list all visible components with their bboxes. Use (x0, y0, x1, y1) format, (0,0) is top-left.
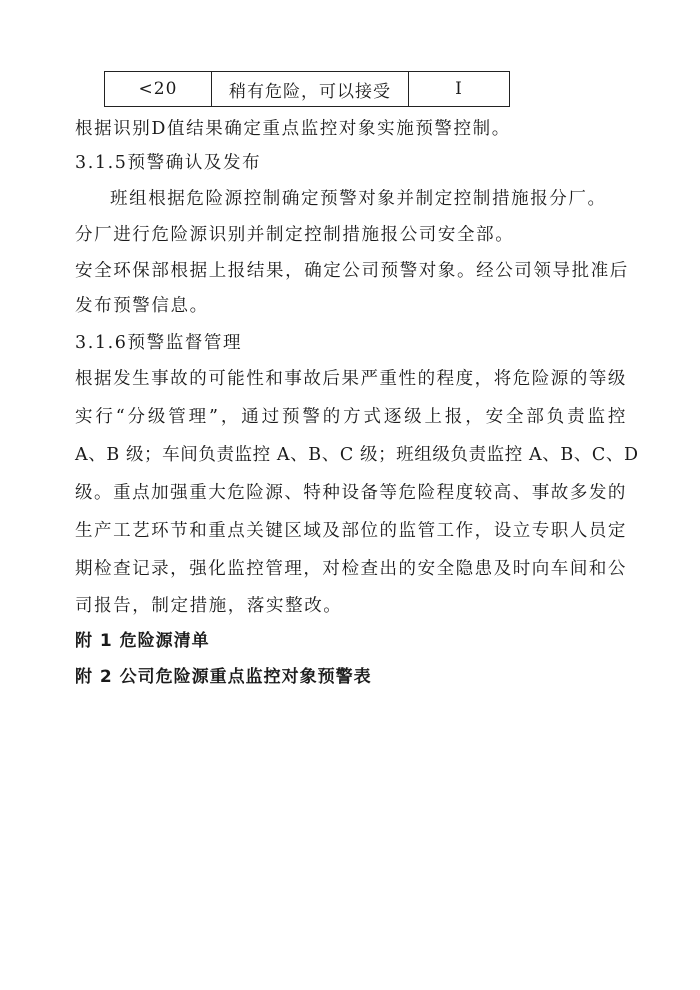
paragraph-line: 分厂进行危险源识别并制定控制措施报公司安全部。 (75, 225, 515, 245)
appendix-1: 附 1 危险源清单 (75, 631, 210, 651)
paragraph-line: 发布预警信息。 (75, 296, 209, 316)
paragraph-line: 根据发生事故的可能性和事故后果严重性的程度，将危险源的等级 (75, 369, 626, 389)
section-heading-3-1-5: 3.1.5预警确认及发布 (75, 153, 262, 173)
score-cell: <20 (105, 72, 212, 107)
paragraph-line: 根据识别D值结果确定重点监控对象实施预警控制。 (75, 119, 511, 139)
paragraph-line: 期检查记录，强化监控管理，对检查出的安全隐患及时向车间和公 (75, 559, 626, 579)
paragraph-line: 生产工艺环节和重点关键区域及部位的监管工作，设立专职人员定 (75, 521, 626, 541)
grade-cell: I (409, 72, 510, 107)
risk-grade-table (104, 71, 510, 107)
paragraph-line: 级。重点加强重大危险源、特种设备等危险程度较高、事故多发的 (75, 483, 626, 503)
paragraph-line: A、B 级；车间负责监控 A、B、C 级；班组级负责监控 A、B、C、D (75, 445, 639, 465)
appendix-2: 附 2 公司危险源重点监控对象预警表 (75, 667, 372, 687)
paragraph-line: 实行“分级管理”，通过预警的方式逐级上报，安全部负责监控 (75, 407, 626, 427)
table-row (105, 72, 510, 107)
risk-description-cell: 稍有危险，可以接受 (212, 72, 409, 107)
paragraph-line: 安全环保部根据上报结果，确定公司预警对象。经公司领导批准后 (75, 261, 629, 281)
paragraph-line: 司报告，制定措施，落实整改。 (75, 596, 343, 616)
paragraph-line: 班组根据危险源控制确定预警对象并制定控制措施报分厂。 (110, 189, 607, 209)
section-heading-3-1-6: 3.1.6预警监督管理 (75, 333, 243, 353)
